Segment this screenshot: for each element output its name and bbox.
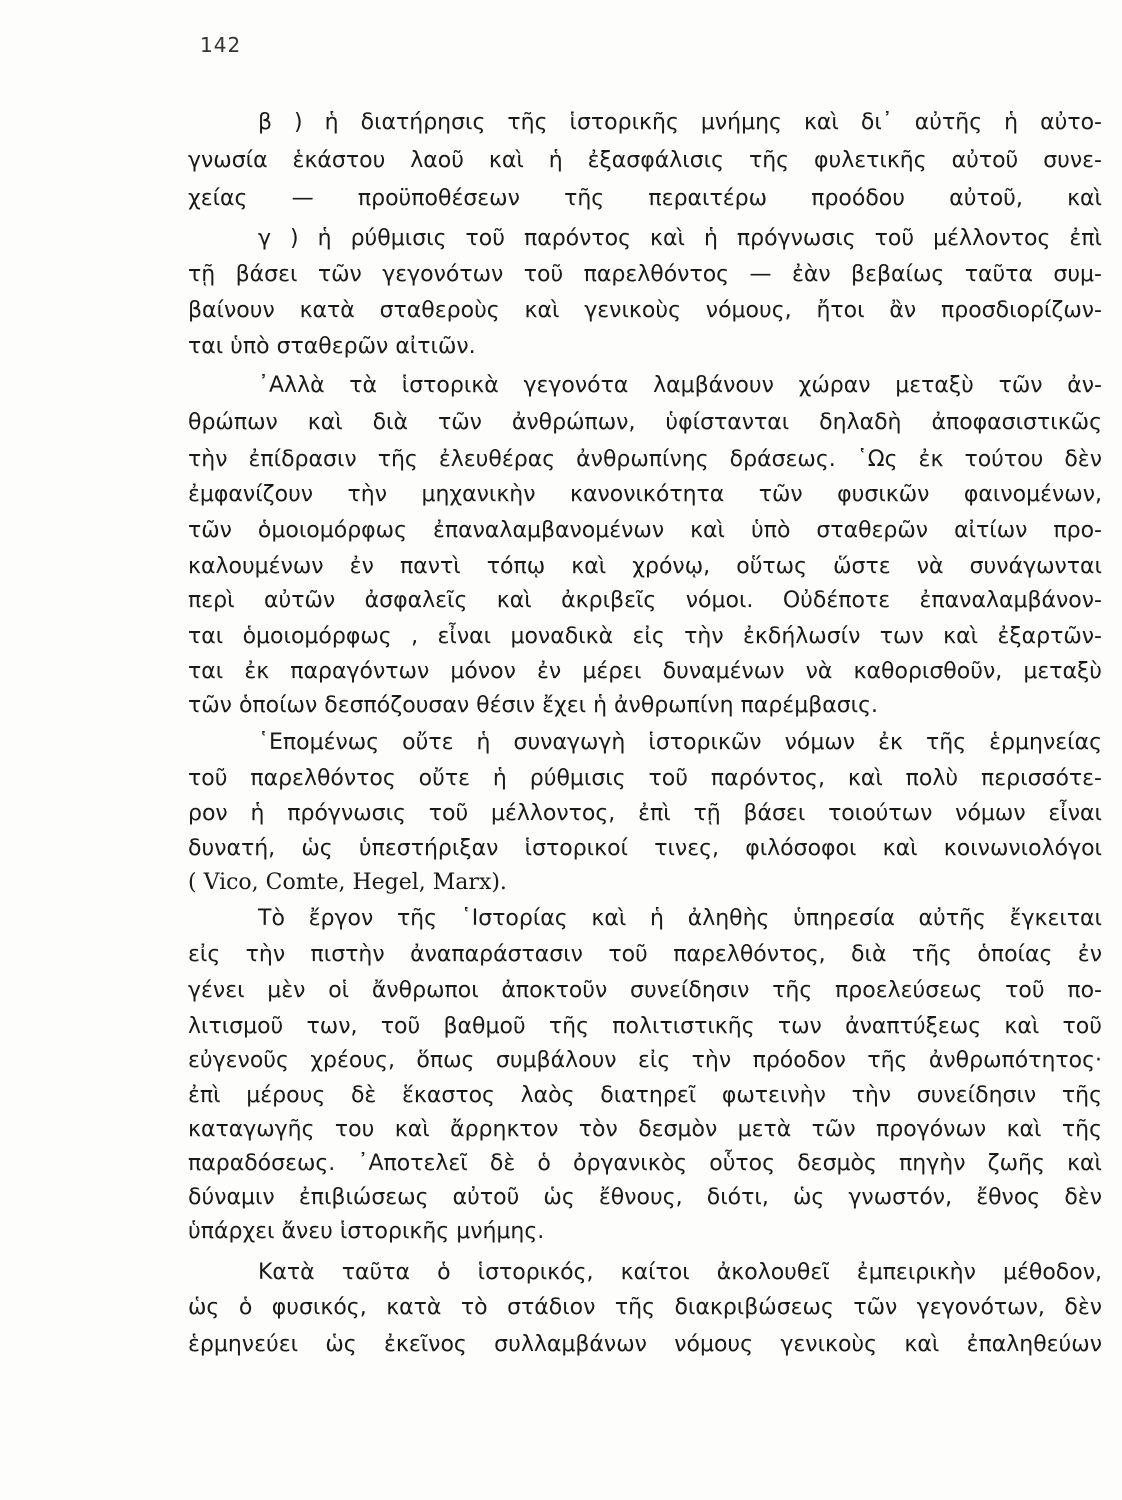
text-line: δύναμιν ἐπιβιώσεως αὐτοῦ ὡς ἔθνους, διότι, ὡς γνωστόν, ἔθνος δὲν [188,1185,1102,1210]
text-line: ρον ἡ πρόγνωσις τοῦ μέλλοντος, ἐπὶ τῇ βάσει τοιούτων νόμων εἶναι [188,801,1102,826]
text-line: ὡς ὁ φυσικός, κατὰ τὸ στάδιον τῆς διακριβώσεως τῶν γεγονότων, δὲν [188,1295,1102,1320]
text-line: ᾽Αλλὰ τὰ ἱστορικὰ γεγονότα λαμβάνουν χώραν μεταξὺ τῶν ἀν- [258,373,1102,398]
text-line: εἰς τὴν πιστὴν ἀναπαράστασιν τοῦ παρελθόντος, διὰ τῆς ὁποίας ἐν [188,942,1102,967]
text-line: ται ἐκ παραγόντων μόνον ἐν μέρει δυναμένων νὰ καθορισθοῦν, μεταξὺ [188,659,1102,684]
text-line: χείας — προϋποθέσεων τῆς περαιτέρω προόδου αὐτοῦ, καὶ [188,186,1102,211]
text-line: ἐμφανίζουν τὴν μηχανικὴν κανονικότητα τῶν φυσικῶν φαινομένων, [188,482,1102,507]
text-line: παραδόσεως. ᾽Αποτελεῖ δὲ ὁ ὀργανικὸς οὗτος δεσμὸς πηγὴν ζωῆς καὶ [188,1151,1102,1176]
text-line: ὑπάρχει ἄνευ ἱστορικῆς μνήμης. [188,1219,545,1244]
text-line: ῾Επομένως οὔτε ἡ συναγωγὴ ἱστορικῶν νόμων ἐκ τῆς ἑρμηνείας [258,730,1102,755]
text-line: τῶν ὁμοιομόρφως ἐπαναλαμβανομένων καὶ ὑπὸ σταθερῶν αἰτίων προ- [188,518,1102,543]
text-line: ἐπὶ μέρους δὲ ἕκαστος λαὸς διατηρεῖ φωτεινὴν τὴν συνείδησιν τῆς [188,1083,1102,1108]
text-line: ἑρμηνεύει ὡς ἐκεῖνος συλλαμβάνων νόμους γενικοὺς καὶ ἐπαληθεύων [188,1332,1102,1357]
text-line: τῇ βάσει τῶν γεγονότων τοῦ παρελθόντος — ἐὰν βεβαίως ταῦτα συμ- [188,262,1102,287]
text-line: Τὸ ἔργον τῆς ῾Ιστορίας καὶ ἡ ἀληθὴς ὑπηρεσία αὐτῆς ἔγκειται [258,906,1102,931]
text-line: λιτισμοῦ των, τοῦ βαθμοῦ τῆς πολιτιστικῆς των ἀναπτύξεως καὶ τοῦ [188,1014,1102,1039]
text-line: περὶ αὐτῶν ἀσφαλεῖς καὶ ἀκριβεῖς νόμοι. Οὐδέποτε ἐπαναλαμβάνον- [188,588,1102,613]
text-line: τὴν ἐπίδρασιν τῆς ἐλευθέρας ἀνθρωπίνης δράσεως. ῾Ως ἐκ τούτου δὲν [188,447,1102,472]
text-line: θρώπων καὶ διὰ τῶν ἀνθρώπων, ὑφίστανται δηλαδὴ ἀποφασιστικῶς [188,410,1102,435]
text-line: ( Vico, Comte, Hegel, Marx). [188,870,507,895]
text-line: γνωσία ἑκάστου λαοῦ καὶ ἡ ἐξασφάλισις τῆς φυλετικῆς αὐτοῦ συνε- [188,148,1102,173]
text-line: β ) ἡ διατήρησις τῆς ἱστορικῆς μνήμης καὶ δι᾽ αὐτῆς ἡ αὐτο- [258,110,1102,135]
text-line: τῶν ὁποίων δεσπόζουσαν θέσιν ἔχει ἡ ἀνθρωπίνη παρέμβασις. [188,693,879,718]
text-line: ται ὁμοιομόρφως , εἶναι μοναδικὰ εἰς τὴν ἐκδήλωσίν των καὶ ἐξαρτῶν- [188,624,1102,649]
text-line: Κατὰ ταῦτα ὁ ἱστορικός, καίτοι ἀκολουθεῖ ἐμπειρικὴν μέθοδον, [258,1260,1102,1285]
text-line: τοῦ παρελθόντος οὔτε ἡ ρύθμισις τοῦ παρόντος, καὶ πολὺ περισσότε- [188,766,1102,791]
text-line: γ ) ἡ ρύθμισις τοῦ παρόντος καὶ ἡ πρόγνωσις τοῦ μέλλοντος ἐπὶ [258,226,1102,251]
text-line: γένει μὲν οἱ ἄνθρωποι ἀποκτοῦν συνείδησιν τῆς προελεύσεως τοῦ πο- [188,978,1102,1003]
text-line: καταγωγῆς του καὶ ἄρρηκτον τὸν δεσμὸν μετὰ τῶν προγόνων καὶ τῆς [188,1117,1102,1142]
text-line: δυνατή, ὡς ὑπεστήριξαν ἱστορικοί τινες, φιλόσοφοι καὶ κοινωνιολόγοι [188,836,1102,861]
text-line: εὐγενοῦς χρέους, ὅπως συμβάλουν εἰς τὴν πρόοδον τῆς ἀνθρωπότητος· [188,1048,1102,1073]
text-line: ται ὑπὸ σταθερῶν αἰτιῶν. [188,334,476,359]
text-line: βαίνουν κατὰ σταθεροὺς καὶ γενικοὺς νόμους, ἤτοι ἂν προσδιορίζων- [188,298,1102,323]
text-line: καλουμένων ἐν παντὶ τόπῳ καὶ χρόνῳ, οὕτως ὥστε νὰ συνάγωνται [188,554,1102,579]
page-number: 142 [200,33,242,57]
